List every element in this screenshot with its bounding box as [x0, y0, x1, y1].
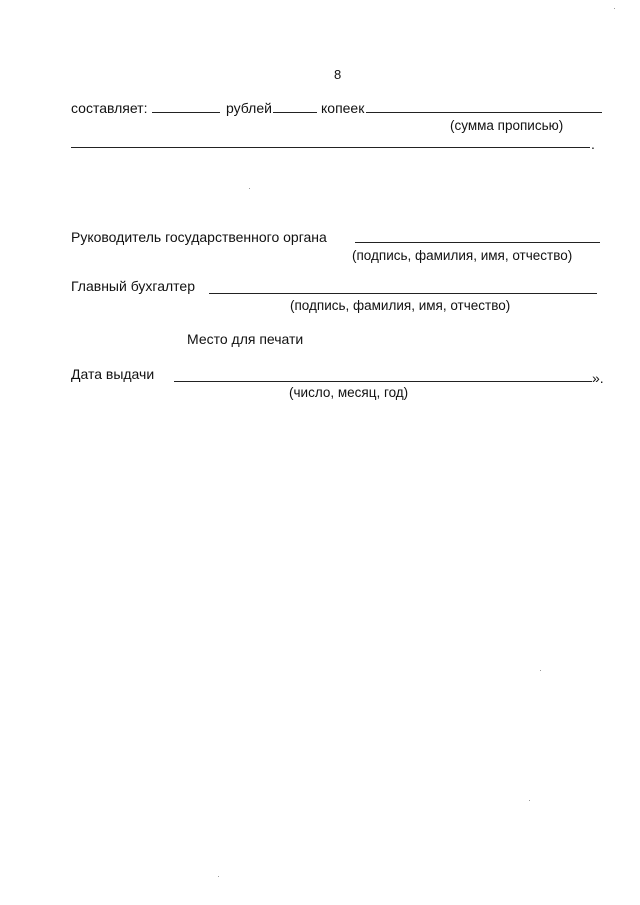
issue-date-hint: (число, месяц, год) — [289, 385, 409, 400]
sum-label: составляет: — [71, 100, 148, 116]
scan-speck — [529, 800, 530, 801]
issue-date-field[interactable] — [174, 381, 592, 382]
head-of-body-label: Руководитель государственного органа — [71, 229, 327, 245]
issue-date-closing-quote: ». — [592, 370, 604, 386]
page-number: 8 — [334, 67, 342, 82]
chief-accountant-signature-field[interactable] — [209, 293, 597, 294]
chief-accountant-hint: (подпись, фамилия, имя, отчество) — [290, 298, 511, 313]
sum-in-words-hint: (сумма прописью) — [450, 118, 564, 133]
rubles-label: рублей — [226, 100, 272, 116]
head-of-body-hint: (подпись, фамилия, имя, отчество) — [352, 248, 573, 263]
seal-place-label: Место для печати — [187, 331, 304, 347]
head-of-body-signature-field[interactable] — [355, 242, 600, 243]
scan-speck — [218, 876, 219, 877]
scan-speck — [614, 8, 615, 9]
sum-continuation-period: . — [591, 136, 595, 152]
scan-speck — [540, 670, 541, 671]
scan-speck — [249, 188, 250, 189]
issue-date-label: Дата выдачи — [71, 366, 155, 382]
kopecks-label: копеек — [321, 100, 365, 116]
sum-in-words-field[interactable] — [366, 112, 602, 113]
chief-accountant-label: Главный бухгалтер — [71, 278, 195, 294]
sum-in-words-continuation-field[interactable] — [71, 147, 590, 148]
kopecks-amount-field[interactable] — [273, 112, 317, 113]
rubles-amount-field[interactable] — [152, 112, 220, 113]
